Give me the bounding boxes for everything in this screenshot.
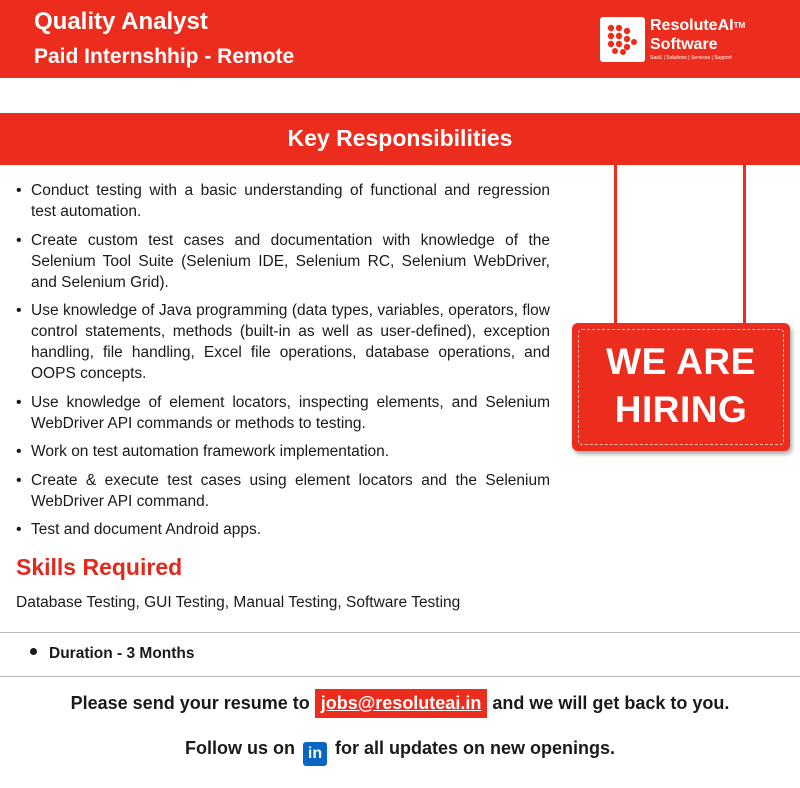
sign-string-right	[743, 165, 746, 325]
email-link[interactable]: jobs@resoluteai.in	[315, 689, 488, 718]
duration	[30, 645, 195, 663]
list-item: • Use knowledge of element locators, inspecting elements, and Selenium WebDriver API commands or methods to testing.	[16, 392, 550, 434]
logo-name: ResoluteAI™	[650, 17, 746, 34]
list-item: • Create custom test cases and documentation with knowledge of the Selenium Tool Suite (Selenium IDE, Selenium RC, Selenium WebDriver, and Selenium Grid).	[16, 230, 550, 293]
contact-text-after: and we will get back to you.	[487, 693, 730, 713]
list-item: • Use knowledge of Java programming (data types, variables, operators, flow control statements, methods (built-in as well as user-defined), exception handling, file handling, Excel file operations, database operations, and OOPS concepts.	[16, 300, 550, 384]
follow-text-after: for all updates on new openings.	[329, 738, 616, 758]
logo-trademark: TM	[733, 21, 746, 30]
follow-line	[0, 738, 800, 766]
sign-string-left	[614, 165, 617, 325]
company-logo	[600, 17, 760, 63]
list-item: • Work on test automation framework implementation.	[16, 441, 550, 462]
section-title: Key Responsibilities	[287, 125, 513, 151]
skills-text: Database Testing, GUI Testing, Manual Testing, Software Testing	[16, 594, 461, 611]
hiring-sign	[572, 323, 790, 451]
key-responsibilities-banner	[0, 113, 800, 165]
logo-name-line2: Software	[650, 36, 718, 53]
divider-top	[0, 632, 800, 633]
duration-text: Duration - 3 Months	[49, 645, 195, 662]
responsibilities-list	[16, 180, 550, 548]
sign-line-2: HIRING	[614, 389, 748, 430]
logo-tagline: SaaS | Solutions | Services | Support	[650, 55, 732, 61]
contact-line	[0, 689, 800, 718]
contact-text-before: Please send your resume to	[70, 693, 315, 713]
top-banner	[0, 0, 800, 78]
list-item: • Conduct testing with a basic understanding of functional and regression test automation.	[16, 180, 550, 222]
job-title: Quality Analyst	[34, 8, 208, 35]
list-item: • Create & execute test cases using element locators and the Selenium WebDriver API command.	[16, 470, 550, 512]
sign-line-1: WE ARE	[606, 341, 756, 382]
list-item: • Test and document Android apps.	[16, 519, 550, 540]
logo-dots-icon	[600, 17, 645, 62]
follow-text-before: Follow us on	[184, 738, 300, 758]
linkedin-icon[interactable]: in	[303, 742, 327, 766]
divider-bottom	[0, 676, 800, 677]
skills-title: Skills Required	[16, 554, 183, 580]
job-subtitle: Paid Internshhip - Remote	[34, 45, 295, 68]
bullet-icon	[30, 648, 37, 655]
